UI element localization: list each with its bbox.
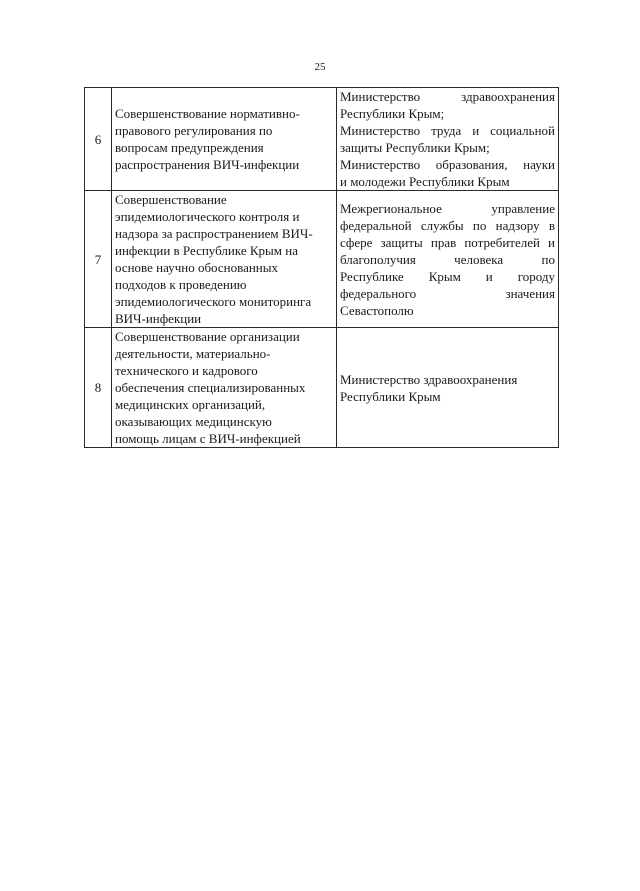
responsible-text-line: Республике Крым и городу: [340, 268, 555, 284]
row-number: 6: [85, 88, 112, 191]
measure-text-line: обеспечения специализированных: [115, 380, 306, 395]
responsible-cell: [337, 191, 559, 328]
measure-text-line: помощь лицам с ВИЧ-инфекцией: [115, 431, 301, 446]
responsible-cell: [337, 328, 559, 448]
responsible-text-line: Министерство здравоохранения: [340, 89, 555, 104]
responsible-text-line: федерального значения: [340, 285, 555, 301]
responsible-text-line: Межрегиональное управление: [340, 200, 555, 216]
responsible-text-line: защиты Республики Крым;: [340, 140, 490, 155]
responsible-text-line: Министерство образования, науки: [340, 157, 555, 172]
measure-text-line: Совершенствование организации: [115, 329, 300, 344]
measure-cell: [112, 88, 337, 191]
measure-text-line: Совершенствование: [115, 192, 227, 207]
measure-text-line: эпидемиологического контроля и: [115, 209, 300, 224]
responsible-text-line: Министерство здравоохранения: [340, 371, 518, 387]
measure-text-line: оказывающих медицинскую: [115, 414, 272, 429]
measure-text-line: эпидемиологического мониторинга: [115, 294, 312, 309]
measure-text-line: деятельности, материально-: [115, 346, 271, 361]
responsible-text-line: Республики Крым;: [340, 106, 445, 121]
measure-text-line: основе научно обоснованных: [115, 260, 278, 275]
measure-text-line: медицинских организаций,: [115, 397, 266, 412]
table-row: [85, 191, 559, 328]
measure-text-line: надзора за распространением ВИЧ-: [115, 226, 313, 241]
measure-text-line: технического и кадрового: [115, 363, 258, 378]
responsible-text-line: сфере защиты прав потребителей и: [340, 234, 555, 250]
measure-text-line: ВИЧ-инфекции: [115, 311, 202, 326]
measure-text-line: подходов к проведению: [115, 277, 247, 292]
responsible-text-line: и молодежи Республики Крым: [340, 174, 510, 189]
measure-text-line: инфекции в Республике Крым на: [115, 243, 298, 258]
measure-text-line: распространения ВИЧ-инфекции: [115, 157, 300, 172]
measure-text-line: правового регулирования по: [115, 123, 273, 138]
measure-cell: [112, 191, 337, 328]
page-number: 25: [314, 61, 326, 73]
table-row: [85, 328, 559, 448]
measure-cell: [112, 328, 337, 448]
responsible-text-line: Севастополю: [340, 302, 414, 318]
responsible-text-line: Министерство труда и социальной: [340, 123, 555, 138]
responsible-text-line: федеральной службы по надзору в: [340, 217, 555, 233]
row-number: 8: [85, 328, 112, 448]
table-row: [85, 88, 559, 191]
row-number: 7: [85, 191, 112, 328]
responsible-text-line: Республики Крым: [340, 388, 441, 404]
measures-table: [84, 87, 559, 448]
measure-text-line: Совершенствование нормативно-: [115, 106, 300, 121]
responsible-cell: [337, 88, 559, 191]
responsible-text-line: благополучия человека по: [340, 251, 555, 267]
measure-text-line: вопросам предупреждения: [115, 140, 264, 155]
